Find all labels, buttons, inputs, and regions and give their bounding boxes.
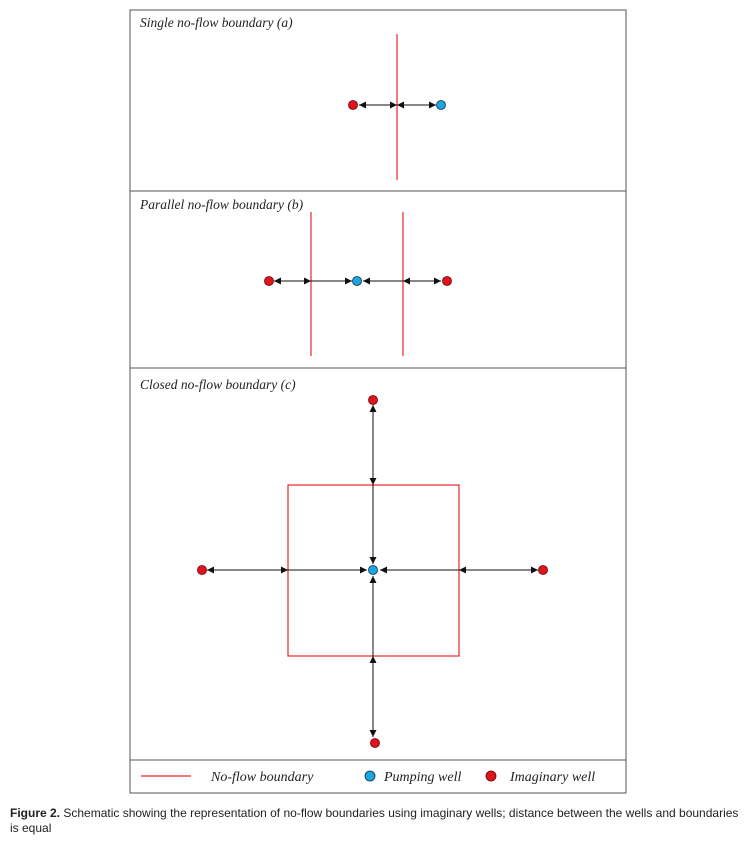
legend-pumping-label: Pumping well [384,770,462,785]
legend-boundary-label: No-flow boundary [211,770,314,785]
panel-title-b: Parallel no-flow boundary (b) [140,197,304,212]
legend [141,770,595,785]
imaginary-well [539,566,548,575]
panel-c [198,396,548,748]
caption-text: Schematic showing the representation of no-flow boundaries using imaginary wells; distance between the wells and boundaries is equal [10,806,739,835]
panel-a [349,34,446,180]
imaginary-well [265,277,274,286]
pumping-well [437,101,446,110]
imaginary-well [443,277,452,286]
legend-pumping-swatch [365,771,375,781]
caption-label: Figure 2. [10,806,61,820]
imaginary-well [349,101,358,110]
panel-title-c: Closed no-flow boundary (c) [140,377,296,392]
legend-imaginary-label: Imaginary well [510,770,596,785]
imaginary-well [198,566,207,575]
pumping-well [369,566,378,575]
imaginary-well [371,739,380,748]
panel-b [265,212,452,356]
imaginary-well [369,396,378,405]
legend-imaginary-swatch [486,771,496,781]
pumping-well [353,277,362,286]
figure-frame [130,10,626,793]
panel-title-a: Single no-flow boundary (a) [140,15,293,30]
figure-caption [10,806,745,836]
